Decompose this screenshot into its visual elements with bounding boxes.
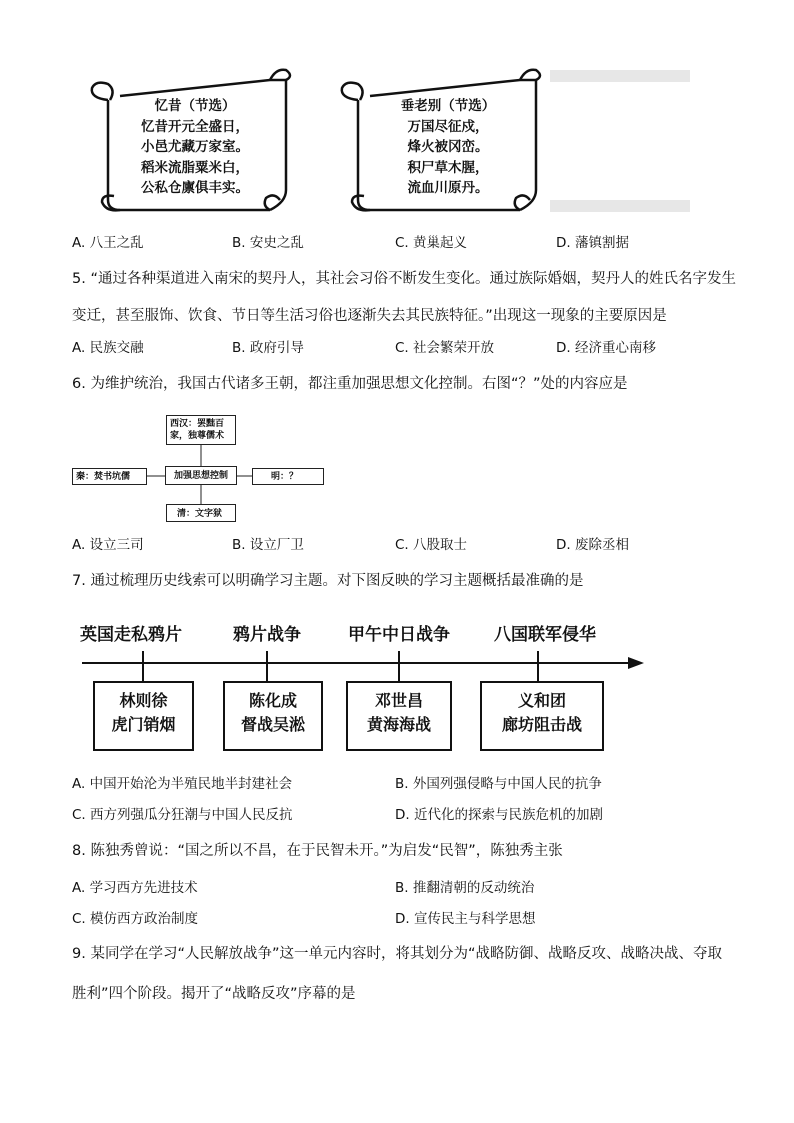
- poem-line: 积尸草木腥，: [407, 159, 489, 176]
- q5-option-a[interactable]: A. 民族交融: [72, 340, 144, 356]
- scroll-poem-2: [378, 96, 518, 199]
- diagram-box-bottom: 清：文字狱: [166, 504, 236, 522]
- q8-option-a[interactable]: A. 学习西方先进技术: [72, 880, 198, 896]
- poem-title: 忆昔（节选）: [154, 98, 236, 114]
- q4-option-c[interactable]: C. 黄巢起义: [395, 235, 468, 251]
- poem-line: 稻米流脂粟米白，: [141, 159, 249, 176]
- diagram-box-left: 秦：焚书坑儒: [72, 468, 147, 485]
- poem-line: 万国尽征戍，: [407, 118, 489, 135]
- q4-option-b[interactable]: B. 安史之乱: [232, 235, 304, 251]
- q6-option-c[interactable]: C. 八股取士: [395, 537, 468, 553]
- poem-line: 流血川原丹。: [407, 180, 489, 196]
- q6-stem: 6. 为维护统治，我国古代诸多王朝，都注重加强思想文化控制。右图“？”处的内容应是: [72, 376, 628, 392]
- scroll-poem-1: [120, 96, 270, 199]
- q8-option-b[interactable]: B. 推翻清朝的反动统治: [395, 880, 535, 896]
- poem-line: 公私仓廪俱丰实。: [141, 180, 249, 196]
- q6-option-d[interactable]: D. 废除丞相: [556, 537, 629, 553]
- q4-option-a[interactable]: A. 八王之乱: [72, 235, 144, 251]
- timeline-box: [223, 681, 323, 751]
- poem-line: 小邑尤藏万家室。: [141, 139, 249, 155]
- timeline-box: [93, 681, 194, 751]
- poem-title: 垂老别（节选）: [400, 98, 496, 114]
- timeline-box-person: 林则徐: [119, 691, 168, 710]
- timeline-event: 英国走私鸦片: [80, 625, 182, 645]
- q6-option-a[interactable]: A. 设立三司: [72, 537, 144, 553]
- timeline-box-event: 虎门销烟: [111, 715, 176, 734]
- timeline-event: 八国联军侵华: [494, 625, 596, 645]
- timeline-box-person: 邓世昌: [374, 691, 423, 710]
- q5-stem-line2: 变迁，甚至服饰、饮食、节日等生活习俗也逐渐失去其民族特征。”出现这一现象的主要原因是: [72, 308, 667, 324]
- q8-stem: 8. 陈独秀曾说：“国之所以不昌，在于民智未开。”为启发“民智”，陈独秀主张: [72, 843, 563, 859]
- q4-option-d[interactable]: D. 藩镇割据: [556, 235, 629, 251]
- poem-line: 烽火被冈峦。: [407, 139, 489, 155]
- q5-option-d[interactable]: D. 经济重心南移: [556, 340, 656, 356]
- timeline-event: 甲午中日战争: [348, 625, 450, 645]
- q7-option-a[interactable]: A. 中国开始沦为半殖民地半封建社会: [72, 776, 293, 792]
- timeline-box: [346, 681, 452, 751]
- q7-option-c[interactable]: C. 西方列强瓜分狂潮与中国人民反抗: [72, 807, 293, 823]
- q6-option-b[interactable]: B. 设立厂卫: [232, 537, 304, 553]
- diagram-box-center: 加强思想控制: [165, 466, 237, 485]
- poem-line: 忆昔开元全盛日，: [141, 118, 249, 135]
- q5-stem-line1: 5. “通过各种渠道进入南宋的契丹人，其社会习俗不断发生变化。通过族际婚姻，契丹人的姓氏名字发生: [72, 271, 736, 287]
- timeline-box-event: 督战吴淞: [240, 715, 305, 734]
- q5-option-b[interactable]: B. 政府引导: [232, 340, 304, 356]
- timeline-box: [480, 681, 604, 751]
- timeline-box-event: 黄海海战: [366, 715, 431, 734]
- diagram-box-right: 明：？: [252, 468, 324, 485]
- q8-option-c[interactable]: C. 模仿西方政治制度: [72, 911, 199, 927]
- q8-option-d[interactable]: D. 宣传民主与科学思想: [395, 911, 536, 927]
- q7-stem: 7. 通过梳理历史线索可以明确学习主题。对下图反映的学习主题概括最准确的是: [72, 573, 584, 589]
- q5-option-c[interactable]: C. 社会繁荣开放: [395, 340, 495, 356]
- timeline-box-event: 廊坊阻击战: [501, 715, 582, 734]
- timeline-event: 鸦片战争: [233, 625, 301, 645]
- q9-stem-line1: 9. 某同学在学习“人民解放战争”这一单元内容时，将其划分为“战略防御、战略反攻、战略决战、夺取: [72, 946, 722, 962]
- q7-option-d[interactable]: D. 近代化的探索与民族危机的加剧: [395, 807, 603, 823]
- diagram-box-top: 西汉：罢黜百家，独尊儒术: [166, 415, 236, 445]
- timeline-box-person: 陈化成: [248, 691, 297, 710]
- timeline-box-person: 义和团: [517, 691, 566, 710]
- q9-stem-line2: 胜利”四个阶段。揭开了“战略反攻”序幕的是: [72, 986, 356, 1002]
- q7-option-b[interactable]: B. 外国列强侵略与中国人民的抗争: [395, 776, 602, 792]
